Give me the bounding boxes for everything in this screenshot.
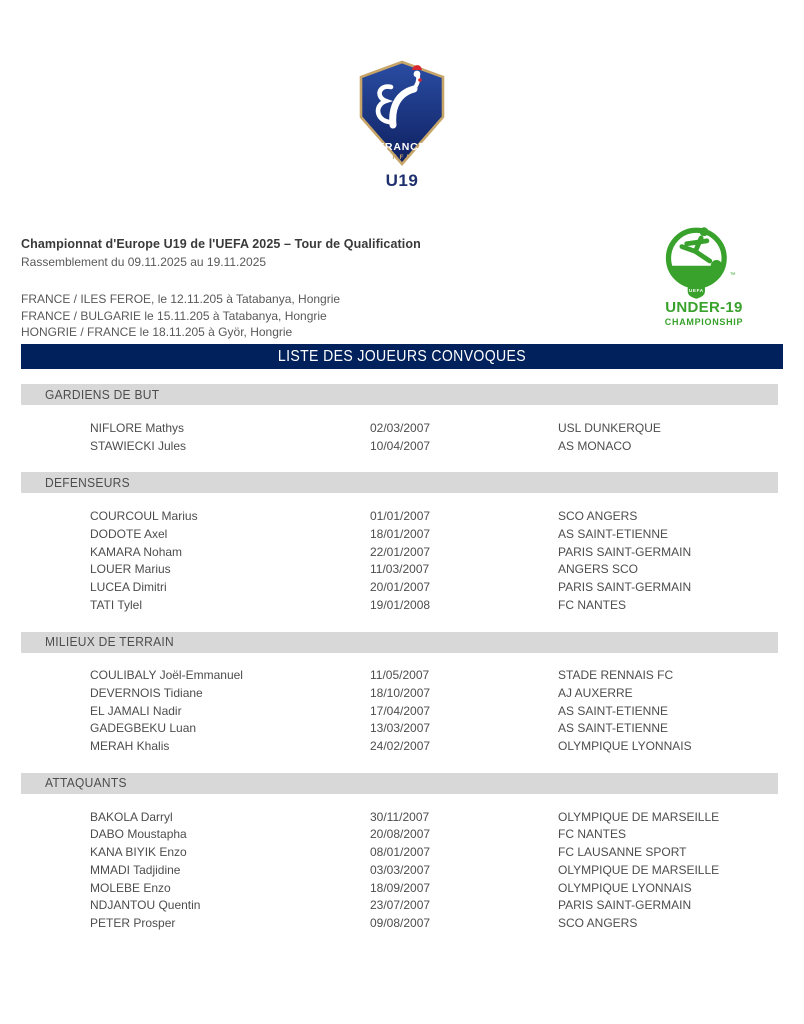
section-title: MILIEUX DE TERRAIN — [45, 635, 174, 649]
player-club: OLYMPIQUE LYONNAIS — [558, 880, 692, 895]
player-club: SCO ANGERS — [558, 509, 638, 524]
uefa-shield-label: UEFA — [689, 288, 704, 294]
player-row — [21, 543, 778, 561]
player-name: STAWIECKI Jules — [90, 438, 187, 453]
player-birthdate: 01/01/2007 — [370, 509, 431, 524]
section-gardiens-de-but — [21, 384, 778, 457]
player-row — [21, 808, 778, 826]
player-club: PARIS SAINT-GERMAIN — [558, 579, 692, 594]
player-birthdate: 18/10/2007 — [370, 686, 431, 701]
player-club: AS SAINT-ETIENNE — [558, 703, 669, 718]
player-row — [21, 684, 778, 702]
sections — [21, 369, 778, 935]
player-name: GADEGBEKU Luan — [90, 721, 197, 736]
player-row — [21, 914, 778, 932]
player-row — [21, 578, 778, 596]
match-line: HONGRIE / FRANCE le 18.11.205 à Györ, Hongrie — [21, 325, 293, 339]
player-row — [21, 437, 778, 455]
player-name: DODOTE Axel — [90, 526, 168, 541]
ball-icon — [711, 260, 723, 272]
player-row — [21, 560, 778, 578]
player-name: BAKOLA Darryl — [90, 809, 173, 824]
player-name: LOUER Marius — [90, 562, 171, 577]
uefa-under19-logo — [645, 221, 763, 327]
player-birthdate: 18/01/2007 — [370, 526, 431, 541]
section-title-bar — [21, 472, 778, 493]
fff-crest-icon — [359, 60, 445, 166]
section-title: ATTAQUANTS — [45, 776, 127, 791]
player-name: TATI Tylel — [90, 597, 143, 612]
player-row — [21, 879, 778, 897]
section-title: DEFENSEURS — [45, 475, 130, 490]
player-row — [21, 861, 778, 879]
player-club: OLYMPIQUE LYONNAIS — [558, 739, 692, 754]
section-title-bar — [21, 773, 778, 794]
page-subtitle: Rassemblement du 09.11.2025 au 19.11.2025 — [21, 255, 267, 269]
player-name: NIFLORE Mathys — [90, 420, 185, 435]
player-name: DABO Moustapha — [90, 827, 187, 842]
player-club: OLYMPIQUE DE MARSEILLE — [558, 809, 720, 824]
player-birthdate: 02/03/2007 — [370, 420, 431, 435]
match-list — [21, 291, 621, 341]
player-name: COULIBALY Joël-Emmanuel — [90, 668, 243, 683]
player-row — [21, 702, 778, 720]
player-birthdate: 22/01/2007 — [370, 544, 431, 559]
player-name: COURCOUL Marius — [90, 509, 198, 524]
rooster-wattle — [418, 78, 422, 82]
player-name: MOLEBE Enzo — [90, 880, 171, 895]
player-club: OLYMPIQUE DE MARSEILLE — [558, 862, 720, 877]
player-birthdate: 20/01/2007 — [370, 579, 431, 594]
player-club: PARIS SAINT-GERMAIN — [558, 544, 692, 559]
player-name: DEVERNOIS Tidiane — [90, 686, 203, 701]
player-row — [21, 720, 778, 738]
uefa-player-ball-icon — [656, 221, 752, 301]
player-rows — [21, 653, 778, 758]
section-attaquants — [21, 773, 778, 935]
player-row — [21, 525, 778, 543]
player-birthdate: 24/02/2007 — [370, 739, 431, 754]
player-birthdate: 23/07/2007 — [370, 898, 431, 913]
player-row — [21, 826, 778, 844]
player-birthdate: 19/01/2008 — [370, 597, 431, 612]
player-row — [21, 896, 778, 914]
player-name: LUCEA Dimitri — [90, 579, 167, 594]
match-line: FRANCE / BULGARIE le 15.11.205 à Tatabanya, Hongrie — [21, 308, 327, 323]
player-birthdate: 17/04/2007 — [370, 703, 431, 718]
convoked-players-banner — [21, 344, 783, 369]
player-row — [21, 596, 778, 614]
player-birthdate: 13/03/2007 — [370, 721, 431, 736]
player-club: AJ AUXERRE — [558, 686, 633, 701]
player-name: KANA BIYIK Enzo — [90, 845, 187, 860]
uefa-championship-label: CHAMPIONSHIP — [664, 317, 744, 327]
player-rows — [21, 405, 778, 457]
player-rows — [21, 794, 778, 935]
player-row — [21, 507, 778, 525]
fff-logo — [0, 60, 804, 191]
player-silhouette — [682, 238, 710, 261]
player-name: EL JAMALI Nadir — [90, 703, 182, 718]
player-club: STADE RENNAIS FC — [558, 668, 674, 683]
player-club: AS SAINT-ETIENNE — [558, 526, 669, 541]
player-birthdate: 18/09/2007 — [370, 880, 431, 895]
player-club: FC NANTES — [558, 597, 627, 612]
header-text — [21, 237, 621, 341]
fff-category-label: U19 — [385, 171, 419, 190]
player-birthdate: 11/03/2007 — [370, 562, 430, 577]
banner-label: LISTE DES JOUEURS CONVOQUES — [277, 347, 527, 365]
player-row — [21, 667, 778, 685]
uefa-under19-label: UNDER-19 — [665, 299, 743, 316]
player-name: MMADI Tadjidine — [90, 862, 181, 877]
player-birthdate: 20/08/2007 — [370, 827, 431, 842]
player-birthdate: 11/05/2007 — [370, 668, 430, 683]
player-club: PARIS SAINT-GERMAIN — [558, 898, 692, 913]
player-birthdate: 30/11/2007 — [370, 809, 430, 824]
player-club: USL DUNKERQUE — [558, 420, 661, 435]
player-row — [21, 419, 778, 437]
section-defenseurs — [21, 472, 778, 616]
player-birthdate: 03/03/2007 — [370, 862, 431, 877]
player-name: KAMARA Noham — [90, 544, 183, 559]
player-club: ANGERS SCO — [558, 562, 639, 577]
player-rows — [21, 493, 778, 616]
page-title: Championnat d'Europe U19 de l'UEFA 2025 – Tour de Qualification — [21, 237, 421, 251]
player-name: PETER Prosper — [90, 915, 176, 930]
section-title: GARDIENS DE BUT — [45, 387, 160, 402]
player-name: NDJANTOU Quentin — [90, 898, 201, 913]
player-row — [21, 737, 778, 755]
player-club: SCO ANGERS — [558, 915, 638, 930]
player-birthdate: 10/04/2007 — [370, 438, 431, 453]
player-club: AS MONACO — [558, 438, 632, 453]
player-club: FC NANTES — [558, 827, 627, 842]
fff-country-label: FRANCE — [377, 141, 427, 153]
section-title-bar — [21, 384, 778, 405]
player-birthdate: 09/08/2007 — [370, 915, 431, 930]
uefa-mini-shield-icon — [688, 285, 705, 299]
section-title-bar — [21, 632, 778, 653]
fff-federation-label: FFF — [392, 154, 414, 161]
trademark-symbol: ™ — [729, 272, 736, 279]
player-club: FC LAUSANNE SPORT — [558, 845, 687, 860]
player-club: AS SAINT-ETIENNE — [558, 721, 669, 736]
match-line: FRANCE / ILES FEROE, le 12.11.205 à Tatabanya, Hongrie — [21, 292, 341, 306]
player-row — [21, 843, 778, 861]
section-milieux-de-terrain — [21, 632, 778, 758]
player-birthdate: 08/01/2007 — [370, 845, 431, 860]
player-name: MERAH Khalis — [90, 739, 170, 754]
